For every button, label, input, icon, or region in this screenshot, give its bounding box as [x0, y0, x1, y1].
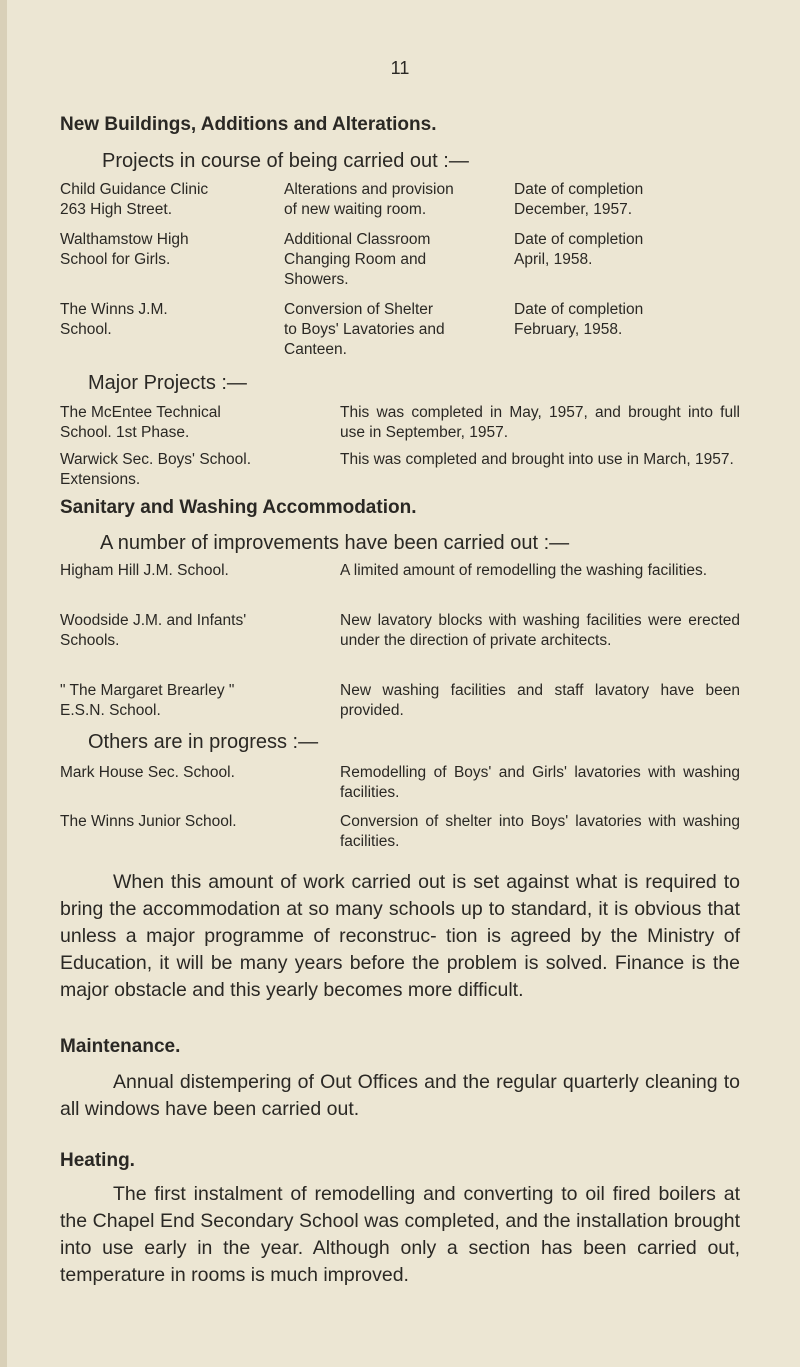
heating-heading: Heating.: [60, 1150, 135, 1171]
page-number: 11: [390, 58, 410, 78]
major-project-desc: This was completed in May, 1957, and brought into full use in September, 1957.: [340, 404, 740, 441]
others-intro: Others are in progress :—: [88, 731, 319, 753]
major-project-name: Warwick Sec. Boys' School. Extensions.: [60, 451, 252, 488]
project-name: Child Guidance Clinic 263 High Street.: [60, 181, 209, 218]
paragraph-text: When this amount of work carried out is set against what is required to bring the accommodation at so many schools up to standard, it is obvious that unless a major programme of reconstruc- tion is agreed by the Ministry of Education, it will be many years before the problem is solved. Finance is the major obstacle and this yearly becomes more difficult.: [60, 871, 740, 1001]
maintenance-heading: Maintenance.: [60, 1036, 181, 1057]
sanitary-school: Woodside J.M. and Infants' Schools.: [60, 612, 247, 649]
sanitary-school: Higham Hill J.M. School.: [60, 562, 229, 579]
sanitary-school: " The Margaret Brearley " E.S.N. School.: [60, 682, 235, 719]
sanitary-desc: A limited amount of remodelling the washing facilities.: [340, 562, 708, 579]
progress-school: Mark House Sec. School.: [60, 764, 235, 781]
page-edge: [0, 0, 7, 1367]
paragraph-text: Annual distempering of Out Offices and the regular quarterly cleaning to all windows have been carried out.: [60, 1071, 740, 1120]
project-completion: Date of completion February, 1958.: [514, 301, 644, 338]
progress-desc: Remodelling of Boys' and Girls' lavatories with washing facilities.: [340, 764, 740, 801]
major-projects-intro: Major Projects :—: [88, 372, 247, 394]
progress-school: The Winns Junior School.: [60, 813, 237, 830]
project-work: Conversion of Shelter to Boys' Lavatories and Canteen.: [284, 301, 445, 358]
sanitary-paragraph: [60, 869, 740, 1004]
paragraph-text: The first instalment of remodelling and converting to oil fired boilers at the Chapel End Secondary School was completed, and the installation brought into use early in the year. Although only a section has been carried out, temperature in rooms is much improved.: [60, 1183, 740, 1286]
sanitary-desc: New washing facilities and staff lavatory have been provided.: [340, 682, 740, 719]
sanitary-intro: A number of improvements have been carried out :—: [100, 532, 570, 554]
project-work: Alterations and provision of new waiting room.: [284, 181, 454, 218]
buildings-heading: New Buildings, Additions and Alterations.: [60, 114, 437, 135]
project-name: The Winns J.M. School.: [60, 301, 168, 338]
project-name: Walthamstow High School for Girls.: [60, 231, 189, 268]
sanitary-heading: Sanitary and Washing Accommodation.: [60, 497, 417, 518]
project-completion: Date of completion April, 1958.: [514, 231, 644, 268]
heating-paragraph: [60, 1181, 740, 1289]
major-project-name: The McEntee Technical School. 1st Phase.: [60, 404, 221, 441]
project-work: Additional Classroom Changing Room and Showers.: [284, 231, 431, 288]
sanitary-desc: New lavatory blocks with washing facilities were erected under the direction of private architects.: [340, 612, 740, 649]
maintenance-paragraph: [60, 1069, 740, 1123]
project-completion: Date of completion December, 1957.: [514, 181, 644, 218]
projects-intro: Projects in course of being carried out :—: [102, 150, 469, 172]
progress-desc: Conversion of shelter into Boys' lavatories with washing facilities.: [340, 813, 740, 850]
major-project-desc: This was completed and brought into use in March, 1957.: [340, 451, 734, 468]
